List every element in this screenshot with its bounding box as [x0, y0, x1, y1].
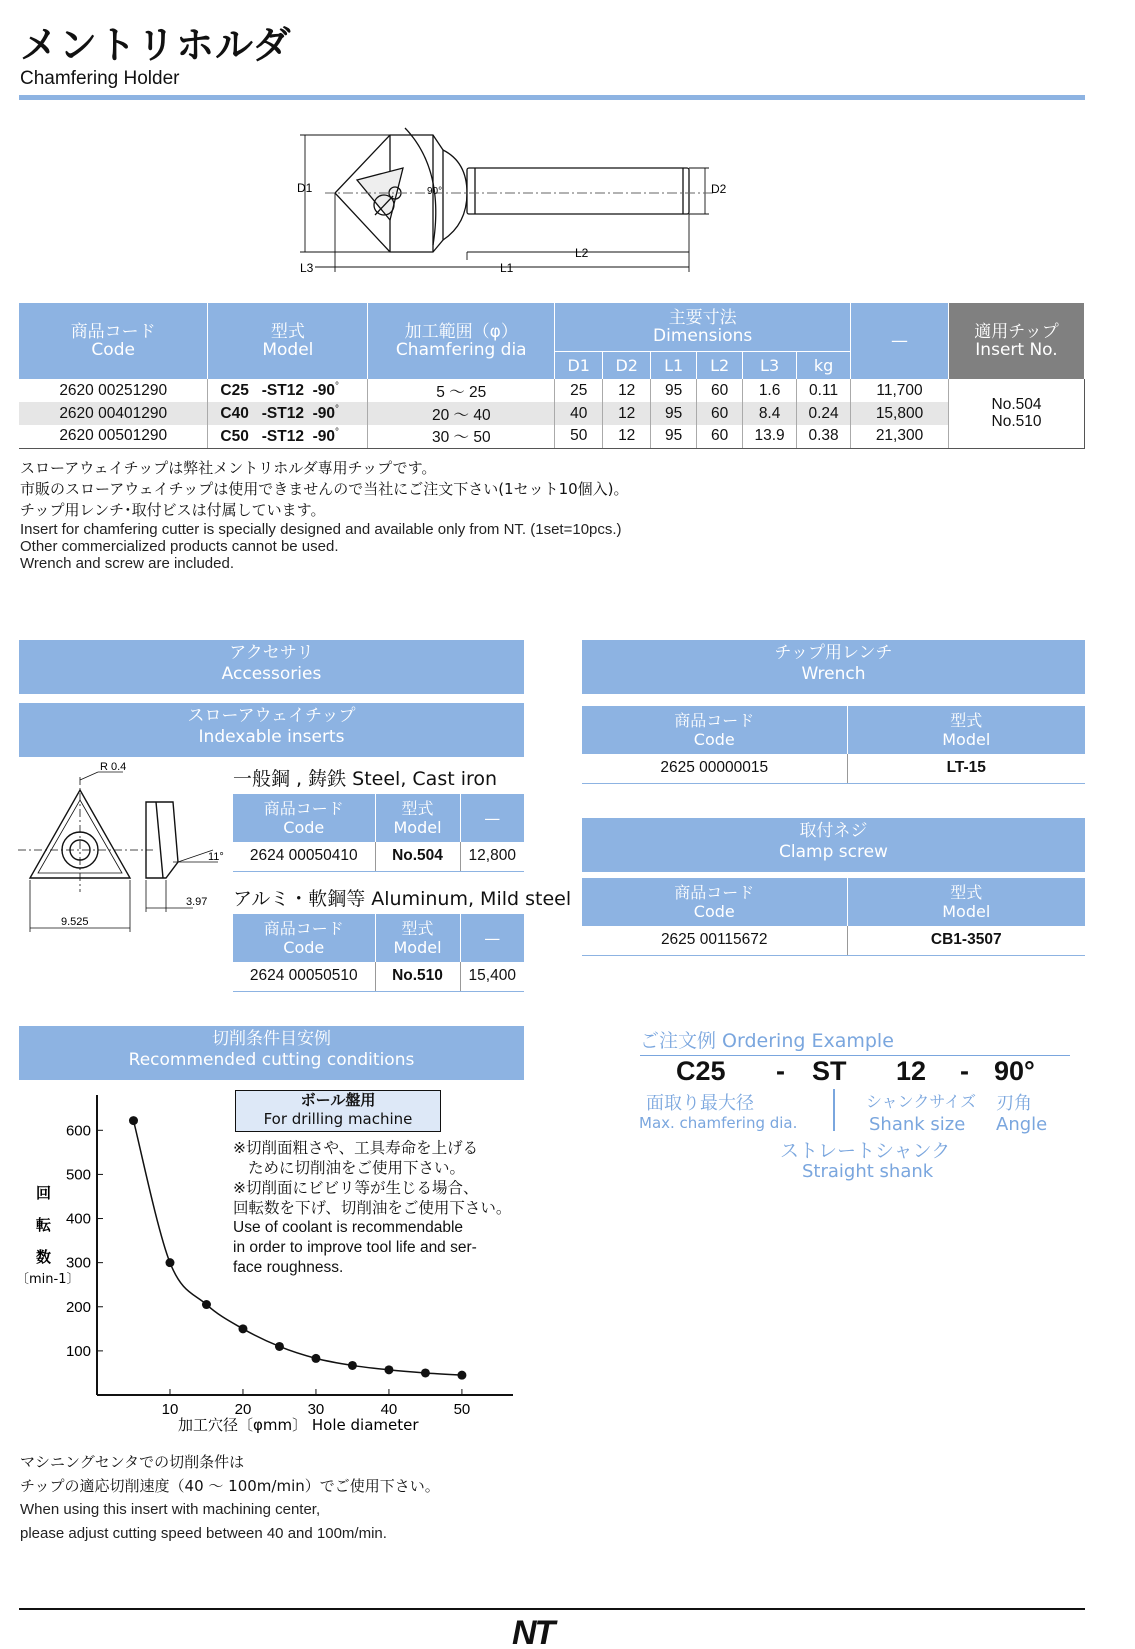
title-divider: [19, 95, 1085, 100]
row-l2: 60: [697, 402, 743, 425]
inserts-title-jp: スローアウェイチップ: [187, 706, 356, 726]
chart-points: [129, 1116, 466, 1380]
row-code: 2620 00251290: [19, 379, 208, 402]
order-part-shank: 12: [896, 1056, 927, 1086]
model-part: -90: [312, 427, 335, 445]
order-part-max-dia: C25: [676, 1056, 726, 1086]
machining-note-line: When using this insert with machining center,: [20, 1501, 321, 1518]
inserts-title-en: Indexable inserts: [198, 727, 345, 747]
cutting-note-line: ために切削油をご使用下さい。: [248, 1159, 466, 1177]
note-en-line: Other commercialized products cannot be used.: [20, 538, 339, 555]
ordering-title: ご注文例 Ordering Example: [640, 1026, 1070, 1056]
header-model-jp: 型式: [270, 322, 305, 342]
screw-model: CB1-3507: [847, 926, 1085, 955]
order-label-angle-en: Angle: [996, 1114, 1048, 1135]
drilling-box-jp: ボール盤用: [300, 1091, 376, 1109]
holder-drawing: [295, 120, 740, 290]
code-header-en: Code: [693, 902, 735, 921]
chart-point: [457, 1371, 466, 1380]
order-label-shank-jp: シャンクサイズ: [866, 1092, 977, 1111]
model-part: -ST12: [261, 382, 304, 400]
model-degree: °: [335, 403, 339, 415]
cutting-note-line: Use of coolant is recommendable: [233, 1219, 464, 1236]
row-d2: 12: [603, 425, 651, 448]
col-d2-header: D2: [603, 351, 651, 379]
cutting-note-line: ※切削面粗さや、工具寿命を上げる: [233, 1139, 479, 1157]
code-header-en: Code: [283, 818, 325, 837]
model-part: C40: [220, 405, 249, 423]
insert-width-label: 9.525: [61, 916, 89, 928]
accessories-title-en: Accessories: [221, 664, 322, 684]
row-d1: 40: [555, 402, 603, 425]
col-price-header: —: [851, 303, 949, 379]
col-code-header: [19, 303, 208, 379]
wrench-header: [582, 640, 1085, 694]
chart-axes: [97, 1095, 513, 1395]
row-l3: 8.4: [743, 402, 797, 425]
chart-curve: [133, 1121, 461, 1376]
model-header-jp: 型式: [950, 883, 983, 902]
order-label-max-dia-en: Max. chamfering dia.: [639, 1114, 798, 1132]
x-axis-label: 加工穴径〔φmm〕 Hole diameter: [178, 1416, 419, 1434]
rpm-chart: [0, 1090, 530, 1450]
order-straight-pointer: [833, 1089, 835, 1131]
row-range: 5 ～ 25: [368, 379, 555, 402]
table-row: [582, 926, 1085, 955]
accessories-header: [19, 640, 524, 694]
code-header-jp: 商品コード: [263, 799, 344, 818]
row-l1: 95: [651, 402, 697, 425]
aluminum-insert-table: [233, 914, 524, 992]
aluminum-label: アルミ・軟鋼等 Aluminum, Mild steel: [233, 888, 572, 910]
chart-ticks: [66, 1122, 470, 1418]
row-kg: 0.11: [797, 379, 851, 402]
price-header: —: [460, 914, 524, 962]
code-header-en: Code: [693, 730, 735, 749]
insert-angle-label: 11°: [208, 851, 224, 863]
row-price: 11,700: [851, 379, 949, 402]
row-d1: 50: [555, 425, 603, 448]
row-d2: 12: [603, 402, 651, 425]
note-en-line: Insert for chamfering cutter is specially designed and available only from NT. (1set=10pcs.): [20, 521, 622, 538]
order-dash-2: -: [960, 1056, 969, 1086]
row-kg: 0.38: [797, 425, 851, 448]
steel-code: 2624 00050410: [233, 842, 375, 871]
nt-logo: NT: [512, 1614, 554, 1649]
header-dims-jp: 主要寸法: [668, 307, 737, 328]
screw-header: [582, 818, 1085, 872]
wrench-model: LT-15: [847, 754, 1085, 783]
order-label-straight-jp: ストレートシャンク: [780, 1140, 951, 1162]
drilling-box-en: For drilling machine: [263, 1110, 413, 1128]
cutting-note-line: ※切削面にビビリ等が生じる場合、: [233, 1179, 479, 1197]
model-part: -ST12: [261, 427, 304, 445]
dim-l3-label: L3: [300, 261, 314, 275]
model-header-en: Model: [393, 818, 442, 837]
col-dims-header: [555, 303, 851, 351]
header-dims-en: Dimensions: [653, 325, 753, 346]
chart-point: [202, 1300, 211, 1309]
code-header: [582, 706, 847, 754]
y-axis-label-2: 転: [36, 1216, 52, 1234]
wrench-title-en: Wrench: [801, 664, 866, 684]
row-l3: 1.6: [743, 379, 797, 402]
order-label-angle-jp: 刃角: [996, 1093, 1032, 1114]
order-label-shank-en: Shank size: [869, 1114, 966, 1135]
y-tick-label: 300: [65, 1254, 91, 1272]
model-header-en: Model: [393, 938, 442, 957]
note-jp-line: チップ用レンチ･取付ビスは付属しています。: [20, 501, 326, 519]
code-header: [233, 794, 375, 842]
row-l2: 60: [697, 425, 743, 448]
y-axis-label-1: 回: [36, 1184, 52, 1202]
row-l1: 95: [651, 379, 697, 402]
order-label-max-dia-jp: 面取り最大径: [646, 1093, 754, 1114]
insert-no-510: No.510: [991, 413, 1042, 431]
row-price: 21,300: [851, 425, 949, 448]
row-d1: 25: [555, 379, 603, 402]
header-range-jp: 加工範囲（φ）: [404, 322, 518, 342]
cutting-note-line: face roughness.: [233, 1259, 344, 1276]
screw-title-jp: 取付ネジ: [799, 821, 868, 841]
inserts-header: [19, 703, 524, 757]
cutting-title-jp: 切削条件目安例: [212, 1029, 331, 1049]
cutting-note-line: in order to improve tool life and ser-: [233, 1239, 477, 1256]
insert-radius-label: R 0.4: [100, 762, 127, 773]
y-tick-label: 100: [65, 1342, 91, 1360]
wrench-title-jp: チップ用レンチ: [774, 643, 893, 663]
model-header: [847, 878, 1085, 926]
code-header-en: Code: [283, 938, 325, 957]
col-insert-header: [949, 303, 1085, 379]
y-axis-unit: 〔min-1〕: [16, 1272, 80, 1287]
model-part: C25: [220, 382, 249, 400]
col-d1-header: D1: [555, 351, 603, 379]
code-header-jp: 商品コード: [674, 883, 755, 902]
dim-l2-label: L2: [575, 246, 589, 260]
row-range: 20 ～ 40: [368, 402, 555, 425]
model-header-jp: 型式: [950, 711, 983, 730]
chart-point: [129, 1116, 138, 1125]
screw-code: 2625 00115672: [582, 926, 847, 955]
table-row: [19, 379, 1085, 402]
model-degree: °: [335, 380, 339, 392]
alu-code: 2624 00050510: [233, 962, 375, 991]
chart-point: [311, 1354, 320, 1363]
x-tick-label: 40: [380, 1401, 398, 1418]
col-kg-header: kg: [797, 351, 851, 379]
header-insert-en: Insert No.: [975, 340, 1058, 360]
alu-price: 15,400: [460, 962, 524, 991]
y-tick-label: 400: [65, 1210, 91, 1228]
insert-no-504: No.504: [991, 396, 1042, 414]
table-row: [233, 842, 524, 871]
steel-model: No.504: [375, 842, 460, 871]
header-model-en: Model: [262, 340, 314, 360]
note-en-line: Wrench and screw are included.: [20, 555, 234, 572]
model-header: [375, 794, 460, 842]
accessories-title-jp: アクセサリ: [229, 643, 314, 663]
note-jp-line: スローアウェイチップは弊社メントリホルダ専用チップです。: [20, 459, 437, 477]
row-model: [208, 402, 368, 425]
y-tick-label: 500: [65, 1166, 91, 1184]
machining-note-line: マシニングセンタでの切削条件は: [20, 1453, 245, 1471]
dim-l1-label: L1: [500, 261, 514, 275]
steel-label: 一般鋼 , 鋳鉄 Steel, Cast iron: [233, 768, 498, 790]
model-degree: °: [335, 426, 339, 438]
col-l2-header: L2: [697, 351, 743, 379]
cutting-title-en: Recommended cutting conditions: [128, 1050, 415, 1070]
chart-point: [238, 1324, 247, 1333]
col-range-header: [368, 303, 555, 379]
model-header-en: Model: [942, 902, 991, 921]
row-d2: 12: [603, 379, 651, 402]
y-axis-label-3: 数: [36, 1248, 52, 1266]
row-price: 15,800: [851, 402, 949, 425]
code-header-jp: 商品コード: [674, 711, 755, 730]
steel-price: 12,800: [460, 842, 524, 871]
machining-notes: [20, 1450, 440, 1546]
insert-drawing: [18, 762, 233, 937]
note-jp-line: 市販のスローアウェイチップは使用できませんので当社にご注文下さい(1セット10個入)。: [20, 480, 629, 498]
code-header: [582, 878, 847, 926]
model-part: C50: [220, 427, 249, 445]
row-code: 2620 00401290: [19, 402, 208, 425]
model-header-jp: 型式: [401, 919, 434, 938]
header-code-en: Code: [91, 340, 135, 360]
y-tick-label: 200: [65, 1298, 91, 1316]
wrench-code: 2625 00000015: [582, 754, 847, 783]
header-code-jp: 商品コード: [70, 322, 156, 342]
col-l1-header: L1: [651, 351, 697, 379]
insert-no-cell: [949, 379, 1085, 448]
table-row: [233, 962, 524, 991]
page-subtitle: Chamfering Holder: [20, 68, 180, 89]
chart-point: [384, 1365, 393, 1374]
table-row: [582, 754, 1085, 783]
footer-rule: [19, 1608, 1085, 1610]
chart-point: [421, 1368, 430, 1377]
row-code: 2620 00501290: [19, 425, 208, 448]
model-part: -90: [312, 405, 335, 423]
alu-model: No.510: [375, 962, 460, 991]
model-header: [847, 706, 1085, 754]
dim-d2-label: D2: [711, 182, 727, 196]
cutting-header: [19, 1026, 524, 1080]
holder-spec-table: [19, 303, 1085, 449]
chart-point: [348, 1361, 357, 1370]
y-tick-label: 600: [65, 1122, 91, 1140]
x-tick-label: 30: [307, 1401, 325, 1418]
machining-note-line: please adjust cutting speed between 40 and 100m/min.: [20, 1525, 387, 1542]
steel-insert-table: [233, 794, 524, 872]
row-l3: 13.9: [743, 425, 797, 448]
insert-thickness-label: 3.97: [186, 896, 208, 908]
model-header: [375, 914, 460, 962]
col-model-header: [208, 303, 368, 379]
model-header-jp: 型式: [401, 799, 434, 818]
header-range-en: Chamfering dia: [395, 340, 527, 360]
row-model: [208, 379, 368, 402]
order-dash-1: -: [776, 1056, 785, 1086]
model-header-en: Model: [942, 730, 991, 749]
wrench-table: [582, 706, 1085, 784]
order-label-straight-en: Straight shank: [802, 1161, 934, 1182]
code-header-jp: 商品コード: [263, 919, 344, 938]
x-tick-label: 50: [453, 1401, 471, 1418]
code-header: [233, 914, 375, 962]
screw-table: [582, 878, 1085, 956]
x-tick-label: 20: [234, 1401, 252, 1418]
dim-angle-label: 90°: [427, 186, 443, 197]
price-header: —: [460, 794, 524, 842]
header-insert-jp: 適用チップ: [974, 322, 1059, 342]
machining-note-line: チップの適応切削速度（40 ～ 100m/min）でご使用下さい。: [20, 1477, 440, 1495]
row-l2: 60: [697, 379, 743, 402]
row-kg: 0.24: [797, 402, 851, 425]
model-part: -90: [312, 382, 335, 400]
table-row: [19, 425, 1085, 448]
order-part-angle: 90°: [994, 1056, 1035, 1086]
page-title: メントリホルダ: [20, 23, 292, 67]
product-notes: [20, 458, 629, 572]
order-part-straight: ST: [812, 1056, 847, 1086]
chart-point: [165, 1258, 174, 1267]
x-tick-label: 10: [161, 1401, 179, 1418]
table-row: [19, 402, 1085, 425]
row-range: 30 ～ 50: [368, 425, 555, 448]
col-l3-header: L3: [743, 351, 797, 379]
cutting-note-line: 回転数を下げ、切削油をご使用下さい。: [233, 1199, 512, 1217]
model-part: -ST12: [261, 405, 304, 423]
screw-title-en: Clamp screw: [779, 842, 888, 862]
row-model: [208, 425, 368, 448]
row-l1: 95: [651, 425, 697, 448]
chart-point: [275, 1342, 284, 1351]
dim-d1-label: D1: [297, 181, 313, 195]
